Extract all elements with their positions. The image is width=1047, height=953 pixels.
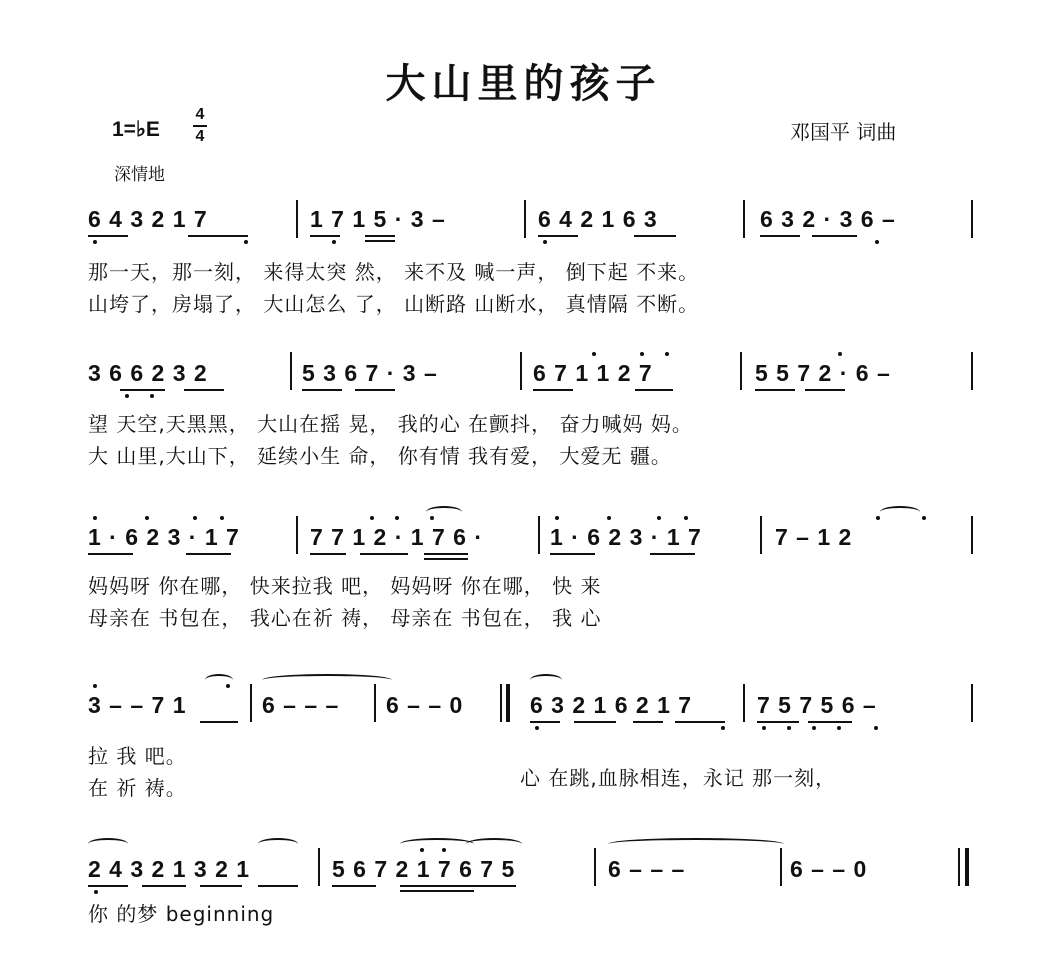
lyric-4-3: 心 在跳,血脉相连，永记 那一刻，: [520, 766, 837, 790]
lyric-2-1: 望 天空,天黑黑， 大山在摇 晃， 我的心 在颤抖， 奋力喊妈 妈。: [88, 412, 693, 436]
measure-2-2: 5 3 6 7 · 3 –: [302, 360, 438, 386]
measure-4-4: 6 3 2 1 6 2 1 7: [530, 692, 693, 718]
measure-2-3: 6 7 1 1 2 7: [533, 360, 653, 386]
song-title: 大山里的孩子: [385, 60, 662, 107]
measure-2-1: 3 6 6 2 3 2: [88, 360, 208, 386]
time-signature: [193, 106, 207, 146]
measure-4-1: 3 – – 7 1: [88, 692, 187, 718]
lyric-3-1: 妈妈呀 你在哪， 快来拉我 吧， 妈妈呀 你在哪， 快 来: [88, 574, 602, 598]
measure-5-3: 6 – – –: [608, 856, 686, 882]
measure-1-1: 6 4 3 2 1 7: [88, 206, 208, 232]
lyric-2-2: 大 山里,大山下， 延续小生 命， 你有情 我有爱， 大爱无 疆。: [88, 444, 672, 468]
measure-3-1: 1 · 6 2 3 · 1 7: [88, 524, 240, 550]
measure-1-2: 1 7 1 5 · 3 –: [310, 206, 446, 232]
measure-1-4: 6 3 2 · 3 6 –: [760, 206, 896, 232]
measure-3-3: 1 · 6 2 3 · 1 7: [550, 524, 702, 550]
key-signature: 1=♭E: [112, 118, 160, 141]
measure-4-3: 6 – – 0: [386, 692, 464, 718]
lyric-5-1: 你 的梦 beginning: [88, 902, 275, 926]
lyric-4-2: 在 祈 祷。: [88, 776, 187, 800]
measure-5-2: 5 6 7 2 1 7 6 7 5: [332, 856, 516, 882]
measure-2-4: 5 5 7 2 · 6 –: [755, 360, 891, 386]
meter-top: 4: [195, 106, 205, 123]
measure-3-2: 7 7 1 2 · 1 7 6 ·: [310, 524, 483, 550]
measure-5-4: 6 – – 0: [790, 856, 868, 882]
author-credit: 邓国平 词曲: [790, 120, 897, 144]
lyric-1-1: 那一天，那一刻， 来得太突 然， 来不及 喊一声， 倒下起 不来。: [88, 260, 700, 284]
lyric-3-2: 母亲在 书包在， 我心在祈 祷， 母亲在 书包在， 我 心: [88, 606, 602, 630]
lyric-4-1: 拉 我 吧。: [88, 744, 187, 768]
lyric-1-2: 山垮了，房塌了， 大山怎么 了， 山断路 山断水， 真情隔 不断。: [88, 292, 700, 316]
measure-1-3: 6 4 2 1 6 3: [538, 206, 658, 232]
measure-5-1: 2 4 3 2 1 3 2 1: [88, 856, 251, 882]
measure-3-4: 7 – 1 2: [775, 524, 853, 550]
tempo-marking: 深情地: [114, 165, 165, 185]
measure-4-2: 6 – – –: [262, 692, 340, 718]
measure-4-5: 7 5 7 5 6 –: [757, 692, 877, 718]
meter-bottom: 4: [195, 128, 205, 145]
